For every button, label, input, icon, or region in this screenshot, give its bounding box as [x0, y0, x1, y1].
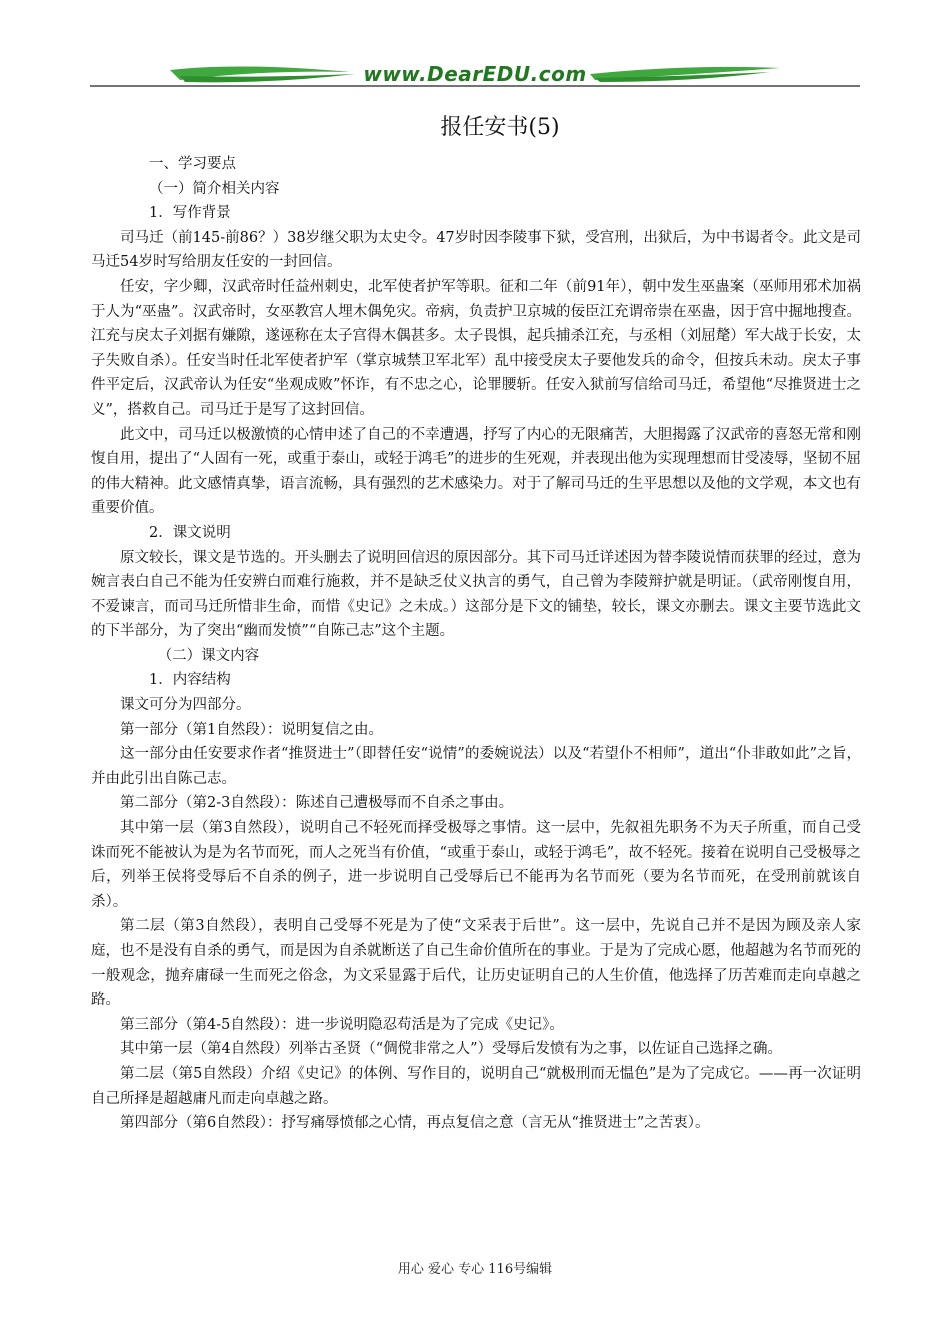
- paragraph: （二）课文内容: [157, 647, 260, 664]
- paragraph: 这一部分由任安要求作者“推贤进士”（即替任安“说情”的委婉说法）以及“若望仆不相师”，道出“仆非敢如此”之旨，并由此引出自陈己志。: [91, 746, 861, 787]
- paragraph: 第一部分（第1自然段）：说明复信之由。: [120, 721, 383, 738]
- page-footer: 用心 爱心 专心 116号编辑: [397, 1262, 553, 1277]
- paragraph: 第四部分（第6自然段）：抒写痛辱愤郁之心情，再点复信之意（言无从“推贤进士”之苦衷）。: [120, 1115, 710, 1132]
- document-body: [91, 152, 861, 1136]
- site-logo-text: www.DearEDU.com: [363, 62, 587, 86]
- paragraph: 司马迁（前145-前86？）38岁继父职为太史令。47岁时因李陵事下狱，受宫刑，出狱后，为中书谒者令。此文是司马迁54岁时写给朋友任安的一封回信。: [91, 229, 861, 271]
- paragraph: 原文较长，课文是节选的。开头删去了说明回信迟的原因部分。其下司马迁详述因为替李陵说情而获罪的经过，意为婉言表白自己不能为任安辨白而难行施救，并不是缺乏仗义执言的勇气，自己曾为李陵辩护就是明证。（武帝刚愎自用，不爱谏言，而司马迁所惜非生命，而惜《史记》之未成。）这部分是下文的铺垫，较长，课文亦删去。课文主要节选此文的下半部分，为了突出“幽而发愤”“自陈己志”这个主题。: [91, 549, 861, 640]
- paragraph: 此文中，司马迁以极激愤的心情申述了自己的不幸遭遇，抒写了内心的无限痛苦，大胆揭露了汉武帝的喜怒无常和刚愎自用，提出了“人固有一死，或重于泰山，或轻于鸿毛”的进步的生死观，并表现出他为实现理想而甘受凌辱，坚韧不屈的伟大精神。此文感情真挚，语言流畅，具有强烈的艺术感染力。对于了解司马迁的生平思想以及他的文学观，本文也有重要价值。: [91, 426, 861, 517]
- paragraph: 一、学习要点: [149, 156, 236, 172]
- paragraph: 课文可分为四部分。: [120, 697, 251, 714]
- paragraph: 2．课文说明: [149, 524, 231, 541]
- site-header-banner: [90, 60, 860, 90]
- paragraph: 1．写作背景: [149, 205, 231, 222]
- paragraph: 任安，字少卿，汉武帝时任益州刺史，北军使者护军等职。征和二年（前91年），朝中发生巫蛊案（巫师用邪术加祸于人为“巫蛊”。汉武帝时，女巫教宫人埋木偶免灾。帝病，负责护卫京城的佞臣江充谓帝崇在巫蛊，因于宫中掘地搜查。江充与戾太子刘据有嫌隙，遂诬称在太子宫得木偶甚多。太子畏惧，起兵捕杀江充，与丞相（刘屈氂）军大战于长安，太子失败自杀）。任安当时任北军使者护军（掌京城禁卫军北军）乱中接受戾太子要他发兵的命令，但按兵未动。戾太子事件平定后，汉武帝认为任安“坐观成败”怀诈，有不忠之心，论罪腰斩。任安入狱前写信给司马迁，希望他“尽推贤进士之义”，搭救自己。司马迁于是写了这封回信。: [91, 278, 861, 418]
- paragraph: （一）简介相关内容: [149, 180, 280, 197]
- document-title: 报任安书(5): [440, 115, 560, 140]
- paragraph: 其中第一层（第3自然段），说明自己不轻死而择受极辱之事情。这一层中，先叙祖先职务不为天子所重，而自己受诛而死不能被认为是为名节而死，而人之死当有价值，“或重于泰山，或轻于鸿毛”，故不轻死。接着在说明自己受极辱之后，列举王侯将受辱后不自杀的例子，进一步说明自己受辱后已不能再为名节而死（要为名节而死，在受刑前就该自杀）。: [91, 820, 861, 910]
- paragraph: 第二层（第3自然段），表明自己受辱不死是为了使“文采表于后世”。这一层中，先说自己并不是因为顾及亲人家庭，也不是没有自杀的勇气，而是因为自杀就断送了自己生命价值所在的事业。于是为了完成心愿，他超越为名节而死的一般观念，抛弃庸碌一生而死之俗念，为文采显露于后代，让历史证明自己的人生价值，他选择了历苦难而走向卓越之路。: [91, 918, 861, 1009]
- paragraph: 1．内容结构: [149, 672, 231, 689]
- paragraph: 其中第一层（第4自然段）列举古圣贤（“倜傥非常之人”）受辱后发愤有为之事，以佐证自己选择之确。: [120, 1041, 783, 1058]
- paragraph: 第二部分（第2-3自然段）：陈述自己遭极辱而不自杀之事由。: [120, 795, 514, 812]
- paragraph: 第二层（第5自然段）介绍《史记》的体例、写作目的，说明自己“就极刑而无愠色”是为了完成它。——再一次证明自己所择是超越庸凡而走向卓越之路。: [91, 1065, 861, 1107]
- paragraph: 第三部分（第4-5自然段）：进一步说明隐忍苟活是为了完成《史记》。: [120, 1016, 564, 1033]
